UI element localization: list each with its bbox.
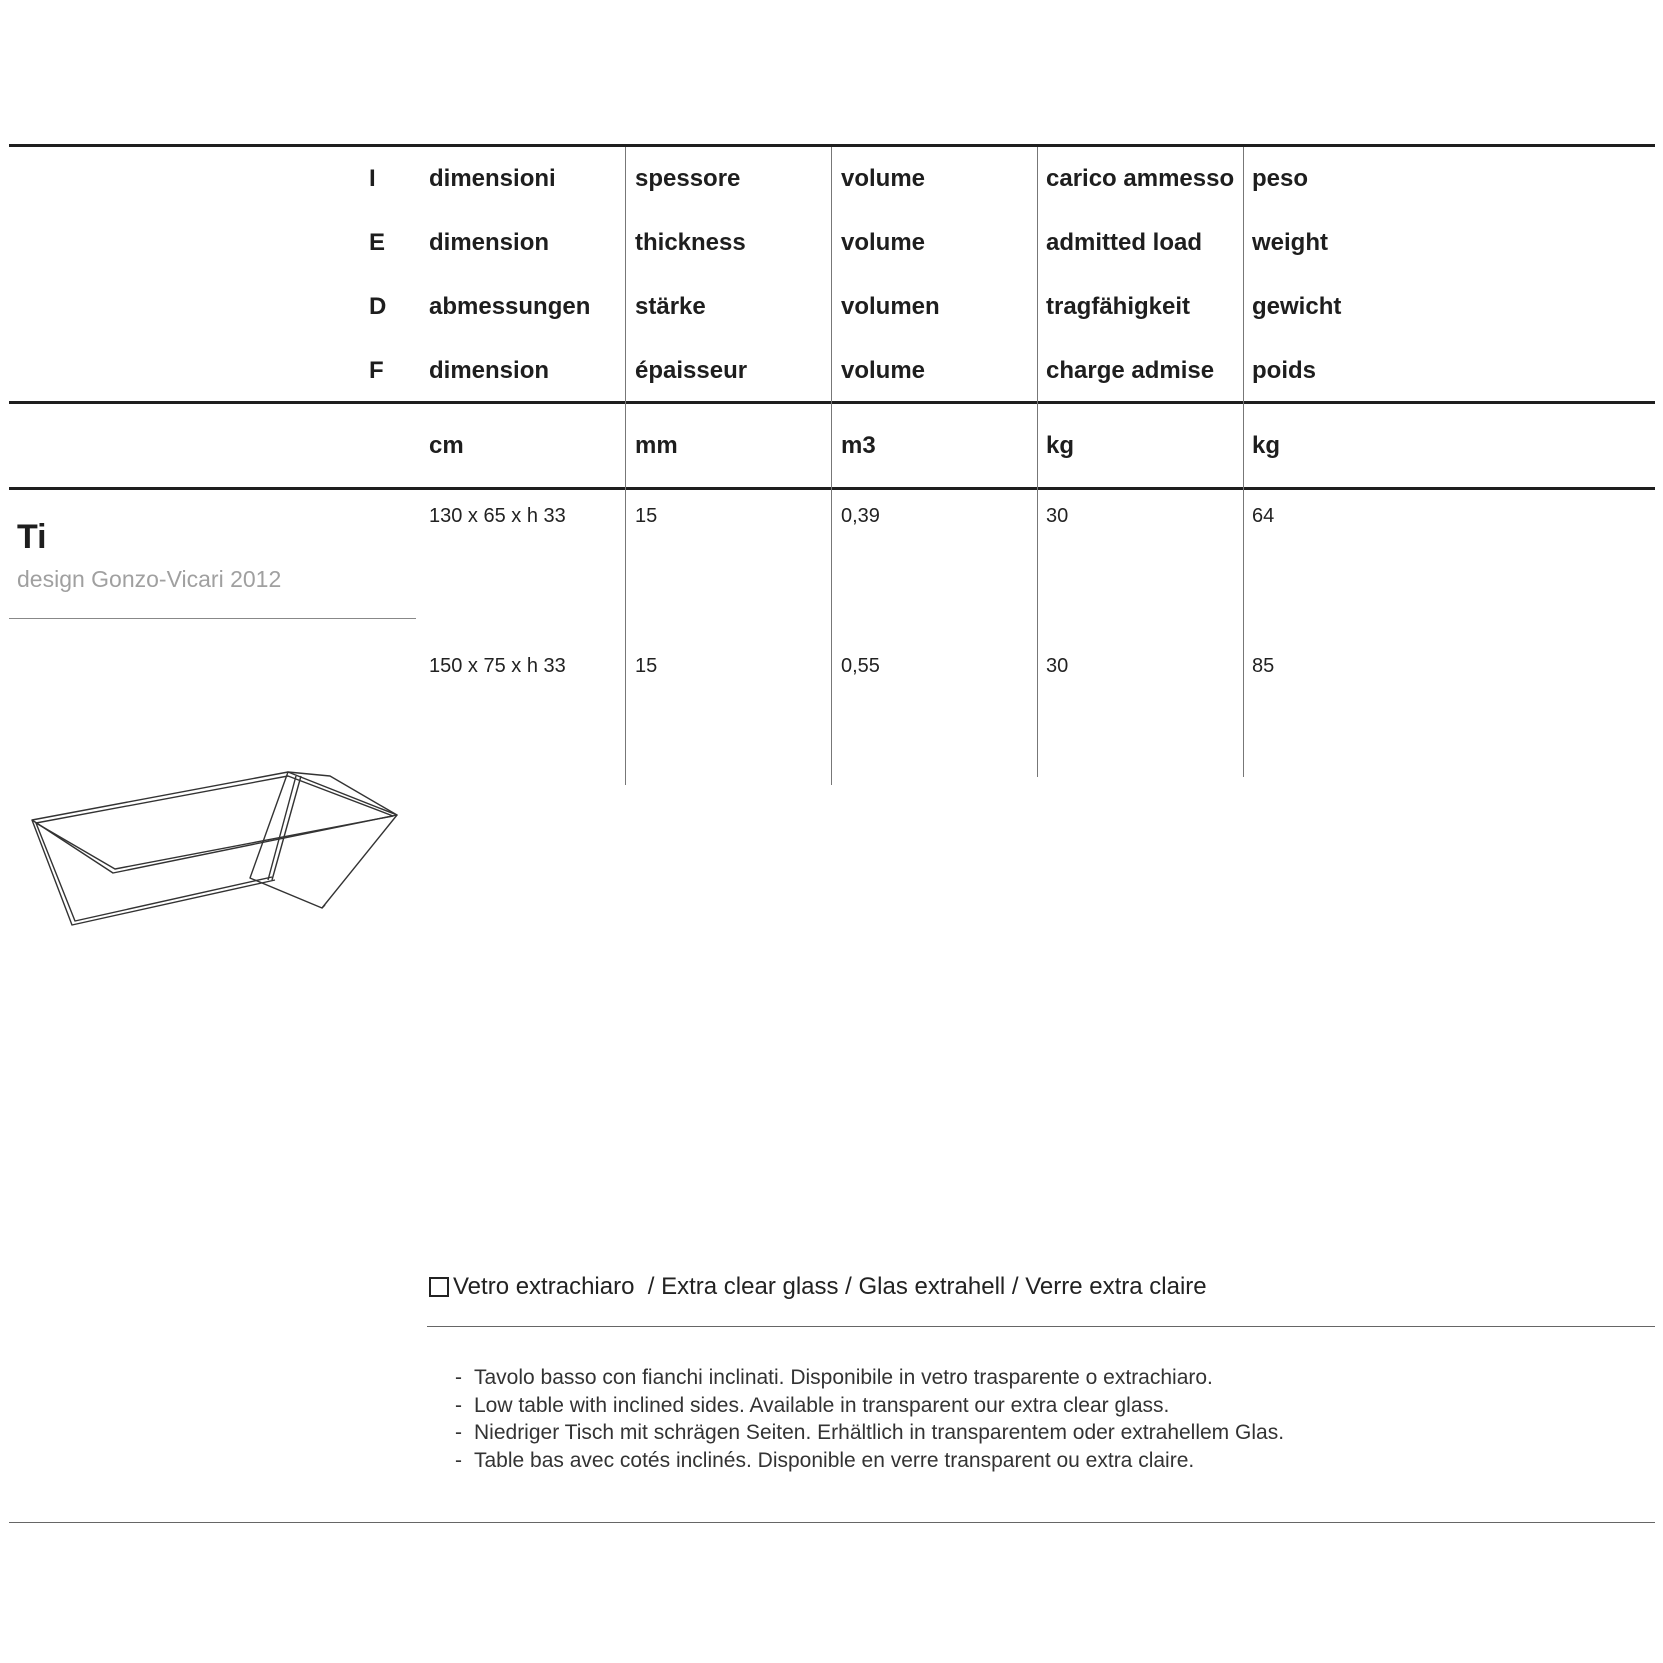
bottom-rule xyxy=(9,1522,1655,1523)
language-code: D xyxy=(369,293,387,320)
column-header: tragfähigkeit xyxy=(1046,293,1191,320)
column-divider xyxy=(831,147,832,785)
unit-label: cm xyxy=(429,432,464,459)
unit-rule xyxy=(9,487,1655,490)
column-divider xyxy=(625,147,626,785)
product-name: Ti xyxy=(17,518,47,556)
unit-label: m3 xyxy=(841,432,876,459)
product-rule xyxy=(9,618,416,619)
top-rule xyxy=(9,144,1655,147)
column-header: thickness xyxy=(635,229,746,256)
column-header: volumen xyxy=(841,293,940,320)
column-header: dimension xyxy=(429,229,550,256)
column-header: weight xyxy=(1252,229,1328,256)
language-code: I xyxy=(369,165,376,192)
column-header: admitted load xyxy=(1046,229,1203,256)
column-header: stärke xyxy=(635,293,706,320)
column-header: gewicht xyxy=(1252,293,1342,320)
description-line: - Table bas avec cotés inclinés. Disponible en verre transparent ou extra claire. xyxy=(455,1448,1195,1472)
column-header: volume xyxy=(841,165,926,192)
table-cell: 30 xyxy=(1046,655,1069,677)
column-divider xyxy=(1037,147,1038,777)
finish-option xyxy=(429,1273,1207,1301)
column-header: poids xyxy=(1252,357,1316,384)
table-cell: 15 xyxy=(635,505,658,527)
column-header: charge admise xyxy=(1046,357,1215,384)
unit-label: mm xyxy=(635,432,678,459)
column-header: dimensioni xyxy=(429,165,556,192)
finish-rule xyxy=(427,1326,1655,1327)
finish-label: Vetro extrachiaro / Extra clear glass / Glas extrahell / Verre extra claire xyxy=(453,1273,1207,1300)
table-cell: 85 xyxy=(1252,655,1275,677)
description-line: - Low table with inclined sides. Available in transparent our extra clear glass. xyxy=(455,1393,1170,1417)
checkbox-empty-icon xyxy=(429,1277,449,1297)
table-cell: 0,39 xyxy=(841,505,880,527)
table-cell: 0,55 xyxy=(841,655,880,677)
column-divider xyxy=(1243,147,1244,777)
product-designer: design Gonzo-Vicari 2012 xyxy=(17,566,282,592)
language-code: F xyxy=(369,357,384,384)
description-line: - Tavolo basso con fianchi inclinati. Disponibile in vetro trasparente o extrachiaro. xyxy=(455,1366,1213,1389)
column-header: volume xyxy=(841,357,926,384)
unit-label: kg xyxy=(1046,432,1075,459)
table-cell: 130 x 65 x h 33 xyxy=(429,505,566,527)
table-cell: 15 xyxy=(635,655,658,677)
column-header: épaisseur xyxy=(635,357,748,384)
description xyxy=(455,1364,1284,1474)
column-header: dimension xyxy=(429,357,550,384)
column-header: abmessungen xyxy=(429,293,591,320)
unit-label: kg xyxy=(1252,432,1281,459)
column-header: carico ammesso xyxy=(1046,165,1235,192)
column-header: peso xyxy=(1252,165,1309,192)
language-code: E xyxy=(369,229,386,256)
header-rule xyxy=(9,401,1655,404)
table-cell: 150 x 75 x h 33 xyxy=(429,655,566,677)
table-cell: 30 xyxy=(1046,505,1069,527)
glass-table-illustration xyxy=(0,750,420,950)
description-line: - Niedriger Tisch mit schrägen Seiten. Erhältlich in transparentem oder extrahellem Glas. xyxy=(455,1421,1285,1444)
column-header: spessore xyxy=(635,165,741,192)
table-cell: 64 xyxy=(1252,505,1275,527)
column-header: volume xyxy=(841,229,926,256)
